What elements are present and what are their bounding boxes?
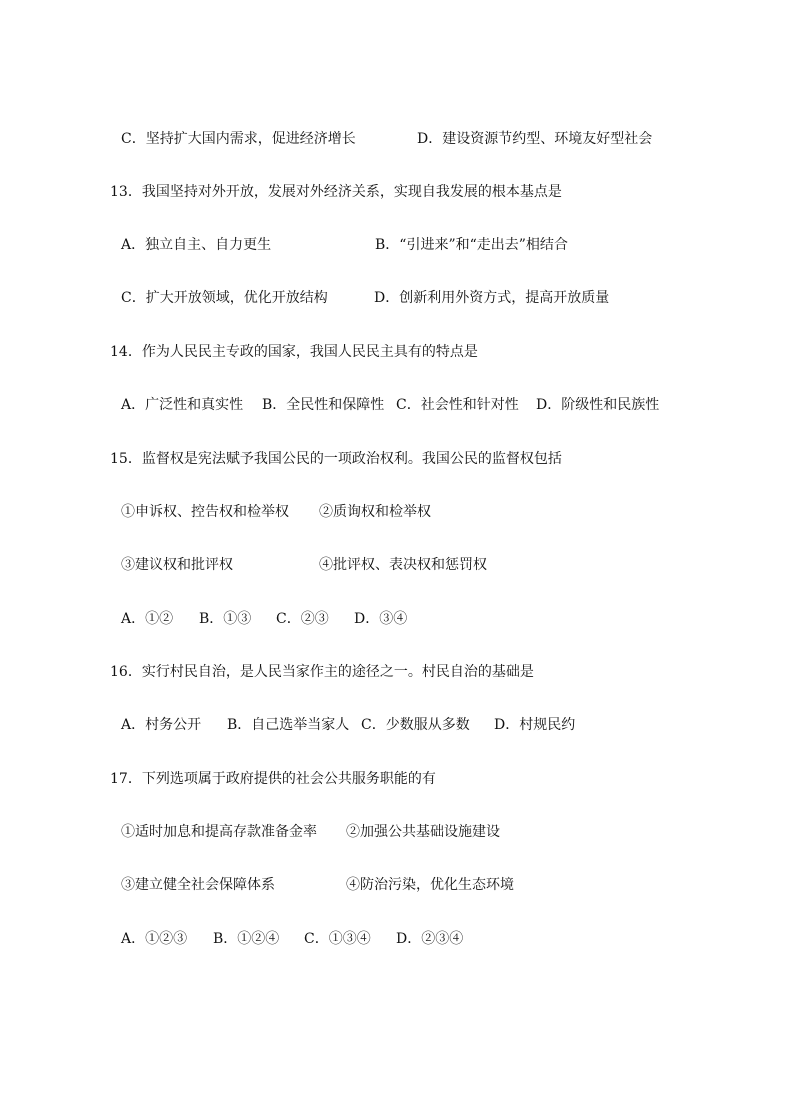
q15-option-c: C．②③ (276, 611, 329, 627)
q17-option-d: D．②③④ (396, 931, 464, 947)
q14-stem: 14．作为人民民主专政的国家，我国人民民主具有的特点是 (110, 344, 478, 360)
q13-option-a: A．独立自主、自力更生 (121, 237, 272, 253)
q15-option-d: D．③④ (354, 611, 408, 627)
q15-statement-2: ②质询权和检举权 (319, 504, 431, 520)
q15-option-a: A．①② (121, 611, 174, 627)
q17-statement-4: ④防治污染，优化生态环境 (346, 877, 514, 893)
q15-option-b: B．①③ (199, 611, 252, 627)
q13-stem: 13．我国坚持对外开放，发展对外经济关系，实现自我发展的根本基点是 (110, 184, 562, 200)
q12-option-c: C．坚持扩大国内需求，促进经济增长 (121, 131, 356, 147)
q16-option-d: D．村规民约 (494, 717, 576, 733)
q16-option-c: C．少数服从多数 (361, 717, 470, 733)
q17-statement-1: ①适时加息和提高存款准备金率 (121, 824, 317, 840)
q14-option-b: B．全民性和保障性 (262, 397, 385, 413)
q14-option-c: C．社会性和针对性 (396, 397, 519, 413)
q14-option-a: A．广泛性和真实性 (121, 397, 244, 413)
q13-option-d: D．创新利用外资方式，提高开放质量 (374, 290, 610, 306)
q16-option-a: A．村务公开 (121, 717, 202, 733)
q13-option-b: B．“引进来”和“走出去”相结合 (375, 237, 568, 253)
q13-option-c: C．扩大开放领域，优化开放结构 (121, 290, 328, 306)
q17-option-c: C．①③④ (304, 931, 371, 947)
q15-statement-3: ③建议权和批评权 (121, 557, 233, 573)
q15-statement-4: ④批评权、表决权和惩罚权 (319, 557, 487, 573)
q16-option-b: B．自己选举当家人 (227, 717, 350, 733)
q15-statement-1: ①申诉权、控告权和检举权 (121, 504, 289, 520)
q17-statement-2: ②加强公共基础设施建设 (346, 824, 500, 840)
q17-stem: 17．下列选项属于政府提供的社会公共服务职能的有 (110, 771, 436, 787)
q17-option-a: A．①②③ (121, 931, 188, 947)
q17-option-b: B．①②④ (213, 931, 280, 947)
q17-statement-3: ③建立健全社会保障体系 (121, 877, 275, 893)
q12-option-d: D．建设资源节约型、环境友好型社会 (417, 131, 653, 147)
q16-stem: 16．实行村民自治，是人民当家作主的途径之一。村民自治的基础是 (110, 664, 534, 680)
q15-stem: 15．监督权是宪法赋予我国公民的一项政治权利。我国公民的监督权包括 (110, 451, 562, 467)
q14-option-d: D．阶级性和民族性 (536, 397, 660, 413)
